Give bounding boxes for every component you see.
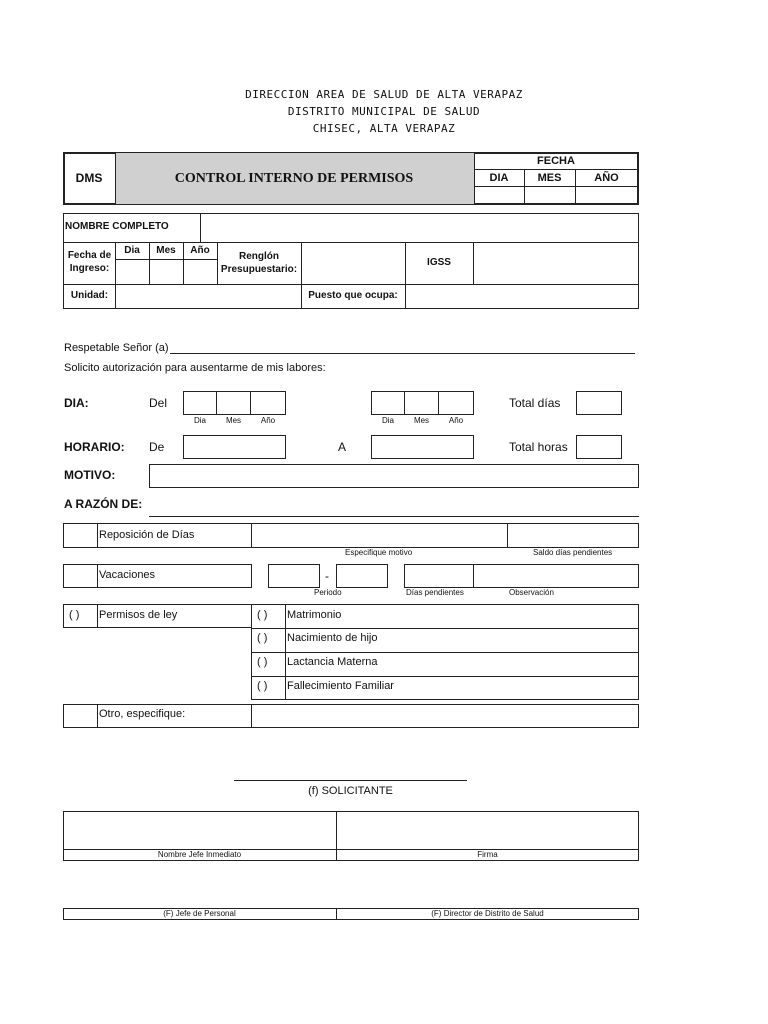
- permisos-check[interactable]: ( ): [69, 609, 80, 621]
- vacaciones-check[interactable]: [65, 566, 95, 586]
- fallecimiento-check[interactable]: ( ): [257, 680, 268, 692]
- saldo-field[interactable]: [509, 525, 637, 546]
- puesto-label: Puesto que ocupa:: [308, 290, 398, 301]
- hora-a-box[interactable]: [371, 435, 474, 459]
- otro-field[interactable]: [253, 706, 637, 726]
- ingreso-mes-label: Mes: [156, 245, 176, 256]
- de-label: De: [149, 440, 165, 454]
- al-dia-sub: Dia: [381, 416, 394, 425]
- unidad-label: Unidad:: [70, 290, 109, 301]
- jefe-inmediato-label: Nombre Jefe Inmediato: [157, 850, 242, 859]
- total-horas-box[interactable]: [576, 435, 622, 459]
- periodo-desde-box[interactable]: [268, 564, 320, 588]
- nacimiento-label: Nacimiento de hijo: [287, 632, 378, 644]
- firma-label: Firma: [477, 850, 498, 859]
- fecha-dia-field[interactable]: [476, 188, 523, 202]
- solicito-text: Solicito autorización para ausentarme de mis labores:: [64, 362, 326, 374]
- fecha-dia-label: DIA: [489, 172, 509, 184]
- del-mes-box[interactable]: [216, 391, 251, 415]
- especifique-motivo-label: Especifique motivo: [345, 548, 413, 557]
- form-title: CONTROL INTERNO DE PERMISOS: [174, 171, 414, 186]
- especifique-motivo-field[interactable]: [253, 525, 505, 546]
- igss-label: IGSS: [427, 257, 451, 268]
- ingreso-dia-label: Dia: [124, 245, 140, 256]
- periodo-label: Periodo: [314, 588, 342, 597]
- motivo-label: MOTIVO:: [64, 468, 116, 482]
- saldo-label: Saldo días pendientes: [533, 548, 613, 557]
- periodo-hasta-box[interactable]: [336, 564, 388, 588]
- firma-solicitante-line[interactable]: [234, 780, 467, 781]
- reposicion-check[interactable]: [65, 525, 95, 546]
- vacaciones-label: Vacaciones: [99, 569, 156, 581]
- al-anio-sub: Año: [448, 416, 464, 425]
- hora-de-box[interactable]: [183, 435, 286, 459]
- fecha-anio-label: AÑO: [594, 172, 619, 184]
- motivo-box[interactable]: [149, 464, 639, 488]
- al-mes-box[interactable]: [404, 391, 439, 415]
- igss-field[interactable]: [475, 244, 637, 282]
- fecha-mes-field[interactable]: [526, 188, 574, 202]
- ingreso-anio-label: Año: [190, 245, 210, 256]
- director-label: (F) Director de Distrito de Salud: [431, 909, 544, 918]
- firma-field[interactable]: [338, 813, 637, 848]
- puesto-field[interactable]: [407, 286, 637, 307]
- saludo-line[interactable]: [170, 353, 635, 354]
- header-line-2: DISTRITO MUNICIPAL DE SALUD: [287, 105, 481, 118]
- total-dias-label: Total días: [509, 396, 561, 410]
- jefe-inmediato-field[interactable]: [65, 813, 334, 848]
- permisos-label: Permisos de ley: [99, 609, 178, 621]
- renglon-field[interactable]: [303, 244, 403, 282]
- lactancia-check[interactable]: ( ): [257, 656, 268, 668]
- observacion-field[interactable]: [475, 566, 637, 586]
- otro-label: Otro, especifique:: [99, 708, 186, 720]
- razon-line[interactable]: [149, 516, 639, 517]
- jefe-personal-label: (F) Jefe de Personal: [163, 909, 236, 918]
- al-dia-box[interactable]: [371, 391, 405, 415]
- del-dia-sub: Dia: [193, 416, 206, 425]
- total-dias-box[interactable]: [576, 391, 622, 415]
- del-mes-sub: Mes: [225, 416, 242, 425]
- al-mes-sub: Mes: [413, 416, 430, 425]
- del-anio-sub: Año: [260, 416, 276, 425]
- header-line-1: DIRECCION AREA DE SALUD DE ALTA VERAPAZ: [245, 88, 523, 101]
- al-anio-box[interactable]: [438, 391, 474, 415]
- periodo-guion: -: [325, 569, 329, 583]
- fallecimiento-label: Fallecimiento Familiar: [287, 680, 394, 692]
- observacion-label: Observación: [509, 588, 554, 597]
- renglon-label: Renglón Presupuestario:: [220, 251, 298, 275]
- header-line-3: CHISEC, ALTA VERAPAZ: [312, 122, 456, 135]
- saludo-text: Respetable Señor (a): [64, 342, 169, 354]
- razon-label: A RAZÓN DE:: [64, 497, 143, 511]
- horario-label: HORARIO:: [64, 440, 125, 454]
- fecha-ingreso-label: Fecha de Ingreso:: [67, 250, 112, 274]
- nombre-label: NOMBRE COMPLETO: [65, 221, 169, 232]
- del-dia-box[interactable]: [183, 391, 217, 415]
- dias-pendientes-field[interactable]: [406, 566, 472, 586]
- fecha-label: FECHA: [537, 155, 575, 167]
- dias-pendientes-label: Días pendientes: [406, 588, 464, 597]
- nacimiento-check[interactable]: ( ): [257, 632, 268, 644]
- matrimonio-label: Matrimonio: [287, 609, 342, 621]
- lactancia-label: Lactancia Materna: [287, 656, 378, 668]
- total-horas-label: Total horas: [509, 440, 568, 454]
- reposicion-label: Reposición de Días: [99, 529, 195, 541]
- otro-check[interactable]: [65, 706, 95, 726]
- unidad-field[interactable]: [117, 286, 299, 307]
- matrimonio-check[interactable]: ( ): [257, 609, 268, 621]
- dia-label: DIA:: [64, 396, 89, 410]
- fecha-mes-label: MES: [537, 172, 562, 184]
- dms-label: DMS: [75, 171, 103, 185]
- nombre-field[interactable]: [202, 215, 637, 240]
- a-label: A: [338, 440, 347, 454]
- fecha-anio-field[interactable]: [577, 188, 637, 202]
- solicitante-label: (f) SOLICITANTE: [308, 785, 393, 797]
- del-anio-box[interactable]: [250, 391, 286, 415]
- del-label: Del: [149, 396, 168, 410]
